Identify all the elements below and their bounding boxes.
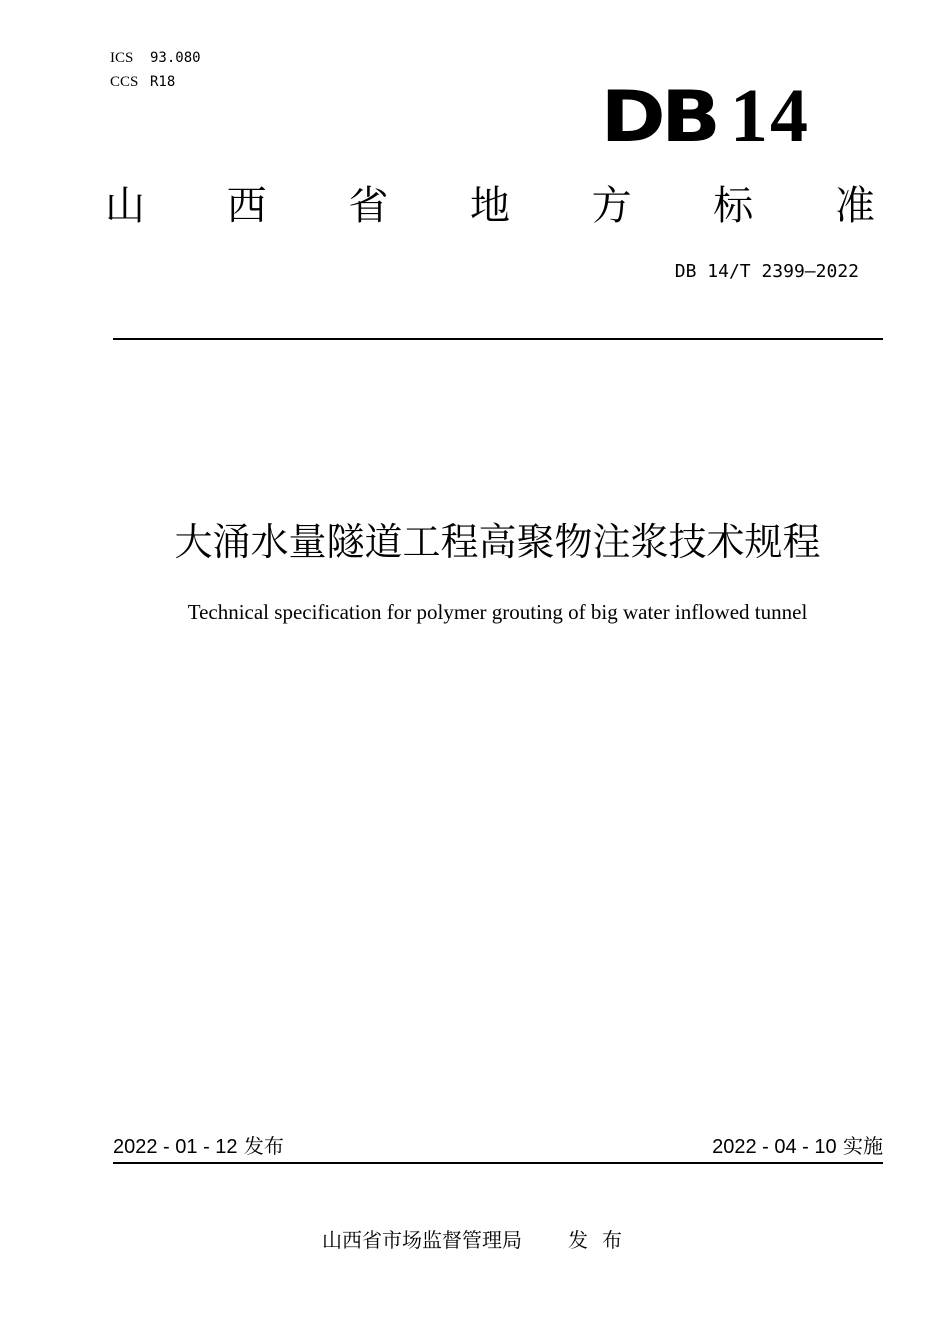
classification-codes: [110, 46, 201, 94]
ccs-code-row: [110, 70, 201, 94]
standard-type-char: 西: [226, 183, 267, 229]
db-standard-mark: [600, 74, 810, 158]
issue-date: 2022 - 01 - 12: [113, 1136, 238, 1158]
bottom-divider: [113, 1162, 883, 1164]
issue-label: 发布: [243, 1134, 284, 1158]
implement-label: 实施: [843, 1134, 883, 1158]
ics-label: ICS: [110, 50, 134, 66]
ccs-label: CCS: [110, 74, 139, 90]
standard-type-char: 方: [591, 183, 632, 229]
standard-number: DB 14/T 2399—2022: [674, 261, 859, 282]
db-mark-province-number: 14: [730, 74, 810, 158]
issue-date-group: [113, 1131, 284, 1162]
standard-type-char: 标: [713, 183, 754, 229]
standard-type-char: 山: [105, 183, 145, 229]
document-title-chinese: 大涌水量隧道工程高聚物注浆技术规程: [174, 520, 821, 564]
issuer-name: 山西省市场监督管理局: [322, 1228, 522, 1252]
implement-date: 2022 - 04 - 10: [712, 1136, 837, 1158]
db-mark-letters: DB: [600, 76, 716, 158]
date-row: [113, 1131, 883, 1162]
implement-date-group: [712, 1131, 883, 1162]
issuing-authority: [322, 1225, 636, 1255]
top-divider: [113, 338, 883, 340]
ics-value: 93.080: [150, 50, 201, 66]
standard-type-heading: [105, 180, 875, 232]
issuer-action: 发布: [568, 1228, 636, 1252]
ics-code-row: [110, 46, 201, 70]
standard-type-char: 准: [834, 183, 875, 229]
standard-type-char: 地: [469, 183, 510, 229]
ccs-value: R18: [150, 74, 176, 90]
document-title-english: Technical specification for polymer grouting of big water inflowed tunnel: [187, 600, 808, 624]
standard-type-char: 省: [348, 183, 389, 229]
